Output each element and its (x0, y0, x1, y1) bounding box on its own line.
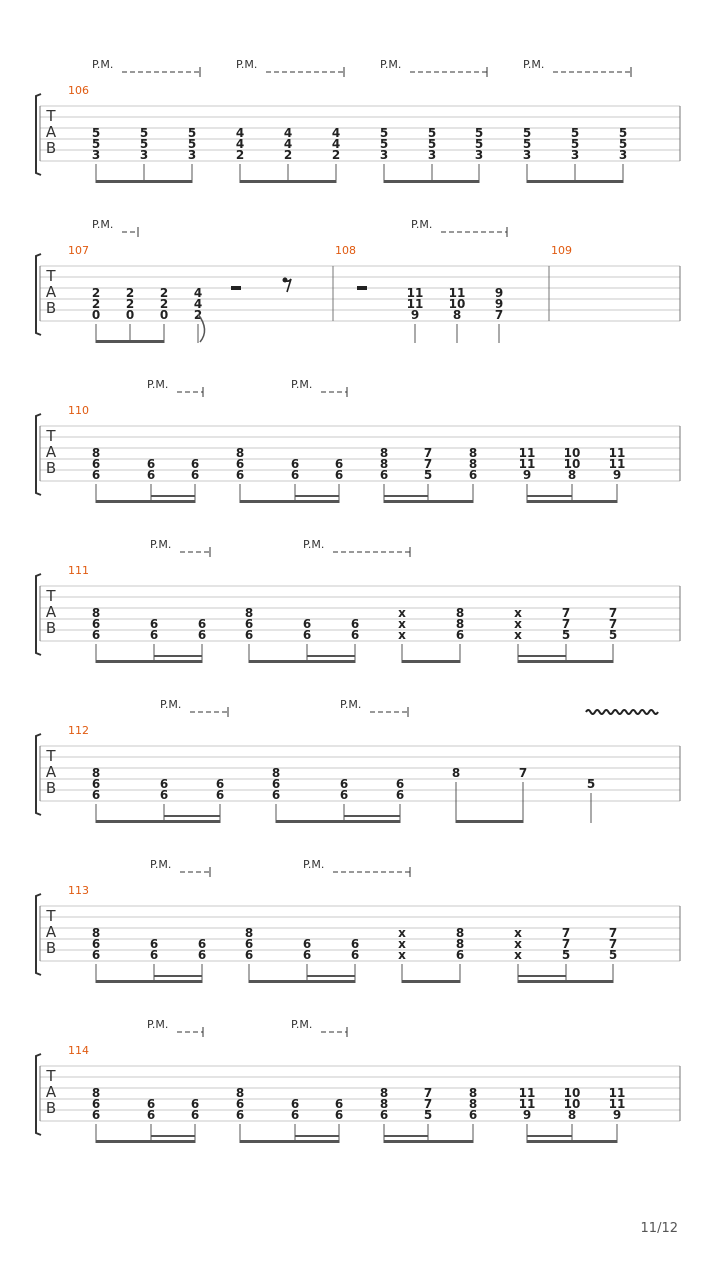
beam-secondary (154, 975, 202, 977)
fret-number: 7 (608, 926, 618, 940)
fret-number: 9 (522, 468, 532, 482)
fret-number: 6 (350, 937, 360, 951)
fret-number: 3 (379, 148, 389, 162)
fret-number: 5 (91, 137, 101, 151)
fret-number: 6 (290, 457, 300, 471)
tab-clef-letter: A (45, 283, 57, 301)
fret-number: 6 (334, 457, 344, 471)
fret-number: 2 (159, 286, 169, 300)
fret-number: 8 (235, 1086, 245, 1100)
fret-number: 6 (468, 468, 478, 482)
fret-number: 5 (187, 137, 197, 151)
fret-number: 6 (190, 1097, 200, 1111)
fret-number: 2 (235, 148, 245, 162)
fret-number: 2 (125, 297, 135, 311)
fret-number: 11 (518, 1086, 536, 1100)
fret-number: 2 (331, 148, 341, 162)
fret-number: 5 (522, 126, 532, 140)
palm-mute-label: P.M. (150, 858, 172, 871)
fret-number: 6 (334, 1097, 344, 1111)
fret-number: 8 (451, 766, 461, 780)
fret-number: 6 (244, 948, 254, 962)
fret-number: 6 (302, 628, 312, 642)
fret-number: x (398, 926, 406, 940)
fret-number: 5 (379, 137, 389, 151)
fret-number: 3 (522, 148, 532, 162)
tab-clef-letter: A (45, 763, 57, 781)
fret-number: 6 (146, 1108, 156, 1122)
palm-mute-label: P.M. (147, 378, 169, 391)
fret-number: 11 (406, 286, 424, 300)
tab-clef-letter: T (46, 907, 56, 925)
fret-number: 7 (494, 308, 504, 322)
beam-secondary (384, 495, 428, 497)
fret-number: 9 (612, 1108, 622, 1122)
fret-number: 5 (139, 137, 149, 151)
palm-mute-label: P.M. (303, 538, 325, 551)
fret-number: 6 (379, 468, 389, 482)
fret-number: 8 (379, 1097, 389, 1111)
measure-number: 111 (68, 564, 89, 577)
beam (96, 500, 195, 503)
fret-number: 9 (494, 297, 504, 311)
fret-number: x (398, 617, 406, 631)
fret-number: 7 (561, 606, 571, 620)
fret-number: 6 (302, 617, 312, 631)
fret-number: 8 (244, 606, 254, 620)
beam-secondary (295, 495, 339, 497)
palm-mute-label: P.M. (92, 58, 114, 71)
fret-number: 6 (302, 948, 312, 962)
fret-number: 6 (235, 1108, 245, 1122)
half-rest (231, 286, 241, 290)
fret-number: x (514, 628, 522, 642)
fret-number: 6 (91, 777, 101, 791)
fret-number: 6 (395, 788, 405, 802)
fret-number: 5 (618, 137, 628, 151)
fret-number: 5 (608, 948, 618, 962)
fret-number: 8 (379, 457, 389, 471)
fret-number: 7 (518, 766, 528, 780)
tab-clef-letter: T (46, 107, 56, 125)
fret-number: x (398, 948, 406, 962)
beam (518, 980, 613, 983)
fret-number: 7 (561, 937, 571, 951)
beam (249, 660, 355, 663)
fret-number: 6 (395, 777, 405, 791)
palm-mute-label: P.M. (291, 1018, 313, 1031)
fret-number: 2 (91, 286, 101, 300)
fret-number: 8 (455, 617, 465, 631)
palm-mute-label: P.M. (236, 58, 258, 71)
fret-number: 7 (423, 1097, 433, 1111)
fret-number: 8 (455, 606, 465, 620)
fret-number: 3 (91, 148, 101, 162)
vibrato-mark (586, 710, 658, 714)
fret-number: 6 (334, 468, 344, 482)
fret-number: 5 (139, 126, 149, 140)
fret-number: 4 (193, 297, 203, 311)
fret-number: 4 (193, 286, 203, 300)
tab-clef-letter: B (45, 619, 57, 637)
fret-number: 7 (561, 617, 571, 631)
measure-number: 110 (68, 404, 89, 417)
beam (384, 180, 479, 183)
tab-clef-letter: A (45, 603, 57, 621)
fret-number: 6 (159, 777, 169, 791)
fret-number: x (514, 937, 522, 951)
fret-number: 11 (608, 1097, 626, 1111)
fret-number: 6 (91, 468, 101, 482)
fret-number: 6 (455, 948, 465, 962)
fret-number: 0 (159, 308, 169, 322)
beam-secondary (518, 655, 566, 657)
fret-number: 8 (452, 308, 462, 322)
fret-number: 6 (149, 937, 159, 951)
beam (276, 820, 400, 823)
fret-number: 8 (468, 1097, 478, 1111)
fret-number: 6 (271, 788, 281, 802)
fret-number: 11 (608, 457, 626, 471)
fret-number: 4 (283, 126, 293, 140)
beam (249, 980, 355, 983)
beam (384, 1140, 473, 1143)
beam (456, 820, 523, 823)
fret-number: 6 (455, 628, 465, 642)
fret-number: 8 (379, 446, 389, 460)
fret-number: 6 (290, 468, 300, 482)
tab-clef-letter: T (46, 427, 56, 445)
fret-number: 3 (474, 148, 484, 162)
fret-number: 5 (427, 126, 437, 140)
fret-number: 9 (522, 1108, 532, 1122)
fret-number: 5 (379, 126, 389, 140)
tab-clef-letter: B (45, 939, 57, 957)
fret-number: 5 (427, 137, 437, 151)
fret-number: 6 (350, 617, 360, 631)
fret-number: 8 (91, 606, 101, 620)
fret-number: 3 (139, 148, 149, 162)
fret-number: 10 (563, 1086, 581, 1100)
fret-number: 11 (608, 1086, 626, 1100)
fret-number: 11 (518, 446, 536, 460)
beam (96, 980, 202, 983)
beam (96, 340, 164, 343)
fret-number: 3 (427, 148, 437, 162)
fret-number: 11 (518, 457, 536, 471)
beam-secondary (307, 975, 355, 977)
fret-number: 6 (91, 628, 101, 642)
beam (240, 180, 336, 183)
measure-number: 106 (68, 84, 89, 97)
fret-number: 6 (244, 628, 254, 642)
fret-number: 6 (334, 1108, 344, 1122)
tab-clef-letter: B (45, 459, 57, 477)
fret-number: 5 (522, 137, 532, 151)
fret-number: 4 (331, 137, 341, 151)
fret-number: 6 (197, 937, 207, 951)
fret-number: 8 (91, 766, 101, 780)
half-rest (357, 286, 367, 290)
tab-clef-letter: A (45, 1083, 57, 1101)
tab-clef-letter: T (46, 267, 56, 285)
fret-number: 6 (149, 628, 159, 642)
fret-number: 8 (91, 1086, 101, 1100)
fret-number: 10 (563, 457, 581, 471)
fret-number: 0 (125, 308, 135, 322)
fret-number: 2 (283, 148, 293, 162)
fret-number: 6 (159, 788, 169, 802)
beam (240, 1140, 339, 1143)
fret-number: x (514, 926, 522, 940)
fret-number: 8 (455, 937, 465, 951)
fret-number: 6 (149, 948, 159, 962)
tab-clef-letter: B (45, 779, 57, 797)
fret-number: 6 (350, 628, 360, 642)
beam-secondary (154, 655, 202, 657)
fret-number: 6 (190, 468, 200, 482)
fret-number: 8 (567, 1108, 577, 1122)
tab-clef-letter: T (46, 1067, 56, 1085)
beam (402, 660, 460, 663)
palm-mute-label: P.M. (411, 218, 433, 231)
eighth-rest (285, 279, 291, 292)
beam (518, 660, 613, 663)
beam-secondary (527, 495, 572, 497)
fret-number: 5 (608, 628, 618, 642)
beam-secondary (151, 1135, 195, 1137)
fret-number: 6 (149, 617, 159, 631)
fret-number: 7 (423, 446, 433, 460)
fret-number: 6 (91, 457, 101, 471)
page-number: 11/12 (640, 1221, 678, 1236)
fret-number: 6 (339, 777, 349, 791)
fret-number: 6 (146, 1097, 156, 1111)
fret-number: x (398, 628, 406, 642)
fret-number: 6 (290, 1097, 300, 1111)
fret-number: 8 (271, 766, 281, 780)
fret-number: 6 (235, 468, 245, 482)
fret-number: 7 (608, 617, 618, 631)
palm-mute-label: P.M. (92, 218, 114, 231)
fret-number: 6 (468, 1108, 478, 1122)
fret-number: 2 (193, 308, 203, 322)
beam-secondary (151, 495, 195, 497)
fret-number: 10 (563, 446, 581, 460)
fret-number: 8 (91, 926, 101, 940)
tab-clef-letter: B (45, 299, 57, 317)
fret-number: 5 (561, 628, 571, 642)
fret-number: 6 (190, 1108, 200, 1122)
fret-number: 5 (423, 468, 433, 482)
fret-number: 6 (91, 1097, 101, 1111)
fret-number: 7 (423, 457, 433, 471)
palm-mute-label: P.M. (150, 538, 172, 551)
tab-clef-letter: A (45, 923, 57, 941)
fret-number: 3 (570, 148, 580, 162)
palm-mute-label: P.M. (340, 698, 362, 711)
tab-clef-letter: T (46, 587, 56, 605)
fret-number: 0 (91, 308, 101, 322)
fret-number: 6 (244, 617, 254, 631)
fret-number: 4 (283, 137, 293, 151)
beam-secondary (344, 815, 400, 817)
fret-number: 6 (215, 788, 225, 802)
fret-number: 9 (494, 286, 504, 300)
beam (96, 1140, 195, 1143)
fret-number: 5 (570, 137, 580, 151)
fret-number: 5 (474, 126, 484, 140)
fret-number: 7 (608, 937, 618, 951)
fret-number: 5 (91, 126, 101, 140)
fret-number: 8 (244, 926, 254, 940)
fret-number: x (398, 606, 406, 620)
fret-number: 10 (448, 297, 466, 311)
fret-number: 2 (159, 297, 169, 311)
fret-number: 7 (423, 1086, 433, 1100)
beam-secondary (518, 975, 566, 977)
measure-number: 114 (68, 1044, 89, 1057)
beam (527, 500, 617, 503)
fret-number: 8 (235, 446, 245, 460)
beam-secondary (384, 1135, 428, 1137)
beam-secondary (295, 1135, 339, 1137)
fret-number: 5 (586, 777, 596, 791)
measure-number: 109 (551, 244, 572, 257)
fret-number: 10 (563, 1097, 581, 1111)
fret-number: 6 (91, 1108, 101, 1122)
fret-number: 9 (612, 468, 622, 482)
fret-number: 2 (91, 297, 101, 311)
beam-secondary (307, 655, 355, 657)
measure-number: 113 (68, 884, 89, 897)
fret-number: 11 (608, 446, 626, 460)
fret-number: 5 (187, 126, 197, 140)
fret-number: 8 (567, 468, 577, 482)
tab-clef-letter: B (45, 139, 57, 157)
fret-number: 2 (125, 286, 135, 300)
fret-number: 4 (235, 126, 245, 140)
fret-number: x (514, 606, 522, 620)
tab-clef-letter: B (45, 1099, 57, 1117)
fret-number: 5 (423, 1108, 433, 1122)
tab-clef-letter: T (46, 747, 56, 765)
fret-number: 9 (410, 308, 420, 322)
measure-number: 112 (68, 724, 89, 737)
fret-number: 6 (197, 948, 207, 962)
fret-number: 6 (197, 628, 207, 642)
fret-number: 3 (618, 148, 628, 162)
palm-mute-label: P.M. (160, 698, 182, 711)
fret-number: 6 (91, 937, 101, 951)
fret-number: 6 (91, 617, 101, 631)
beam (527, 180, 623, 183)
measure-number: 107 (68, 244, 89, 257)
fret-number: 8 (91, 446, 101, 460)
fret-number: x (514, 617, 522, 631)
beam-secondary (164, 815, 220, 817)
beam-secondary (527, 1135, 572, 1137)
beam (96, 660, 202, 663)
fret-number: 6 (190, 457, 200, 471)
fret-number: 6 (350, 948, 360, 962)
fret-number: 11 (406, 297, 424, 311)
fret-number: 5 (561, 948, 571, 962)
fret-number: 8 (468, 457, 478, 471)
fret-number: 5 (474, 137, 484, 151)
palm-mute-label: P.M. (523, 58, 545, 71)
fret-number: 8 (468, 1086, 478, 1100)
palm-mute-label: P.M. (147, 1018, 169, 1031)
beam (527, 1140, 617, 1143)
fret-number: 6 (271, 777, 281, 791)
fret-number: 11 (518, 1097, 536, 1111)
palm-mute-label: P.M. (291, 378, 313, 391)
tab-clef-letter: A (45, 443, 57, 461)
fret-number: 6 (290, 1108, 300, 1122)
fret-number: 5 (570, 126, 580, 140)
fret-number: 4 (235, 137, 245, 151)
fret-number: 8 (379, 1086, 389, 1100)
tab-clef-letter: A (45, 123, 57, 141)
fret-number: 3 (187, 148, 197, 162)
beam (96, 180, 192, 183)
fret-number: 6 (379, 1108, 389, 1122)
fret-number: 8 (468, 446, 478, 460)
fret-number: 6 (235, 457, 245, 471)
beam (240, 500, 339, 503)
fret-number: 6 (339, 788, 349, 802)
fret-number: 6 (146, 457, 156, 471)
palm-mute-label: P.M. (380, 58, 402, 71)
fret-number: 6 (235, 1097, 245, 1111)
fret-number: 8 (455, 926, 465, 940)
fret-number: 7 (561, 926, 571, 940)
fret-number: 4 (331, 126, 341, 140)
fret-number: x (398, 937, 406, 951)
fret-number: 6 (146, 468, 156, 482)
palm-mute-label: P.M. (303, 858, 325, 871)
fret-number: 6 (302, 937, 312, 951)
fret-number: 6 (244, 937, 254, 951)
beam (96, 820, 220, 823)
fret-number: 6 (91, 788, 101, 802)
fret-number: 5 (618, 126, 628, 140)
fret-number: 7 (608, 606, 618, 620)
fret-number: 6 (91, 948, 101, 962)
measure-number: 108 (335, 244, 356, 257)
fret-number: 6 (197, 617, 207, 631)
beam (402, 980, 460, 983)
fret-number: 6 (215, 777, 225, 791)
fret-number: 11 (448, 286, 466, 300)
fret-number: x (514, 948, 522, 962)
beam (384, 500, 473, 503)
